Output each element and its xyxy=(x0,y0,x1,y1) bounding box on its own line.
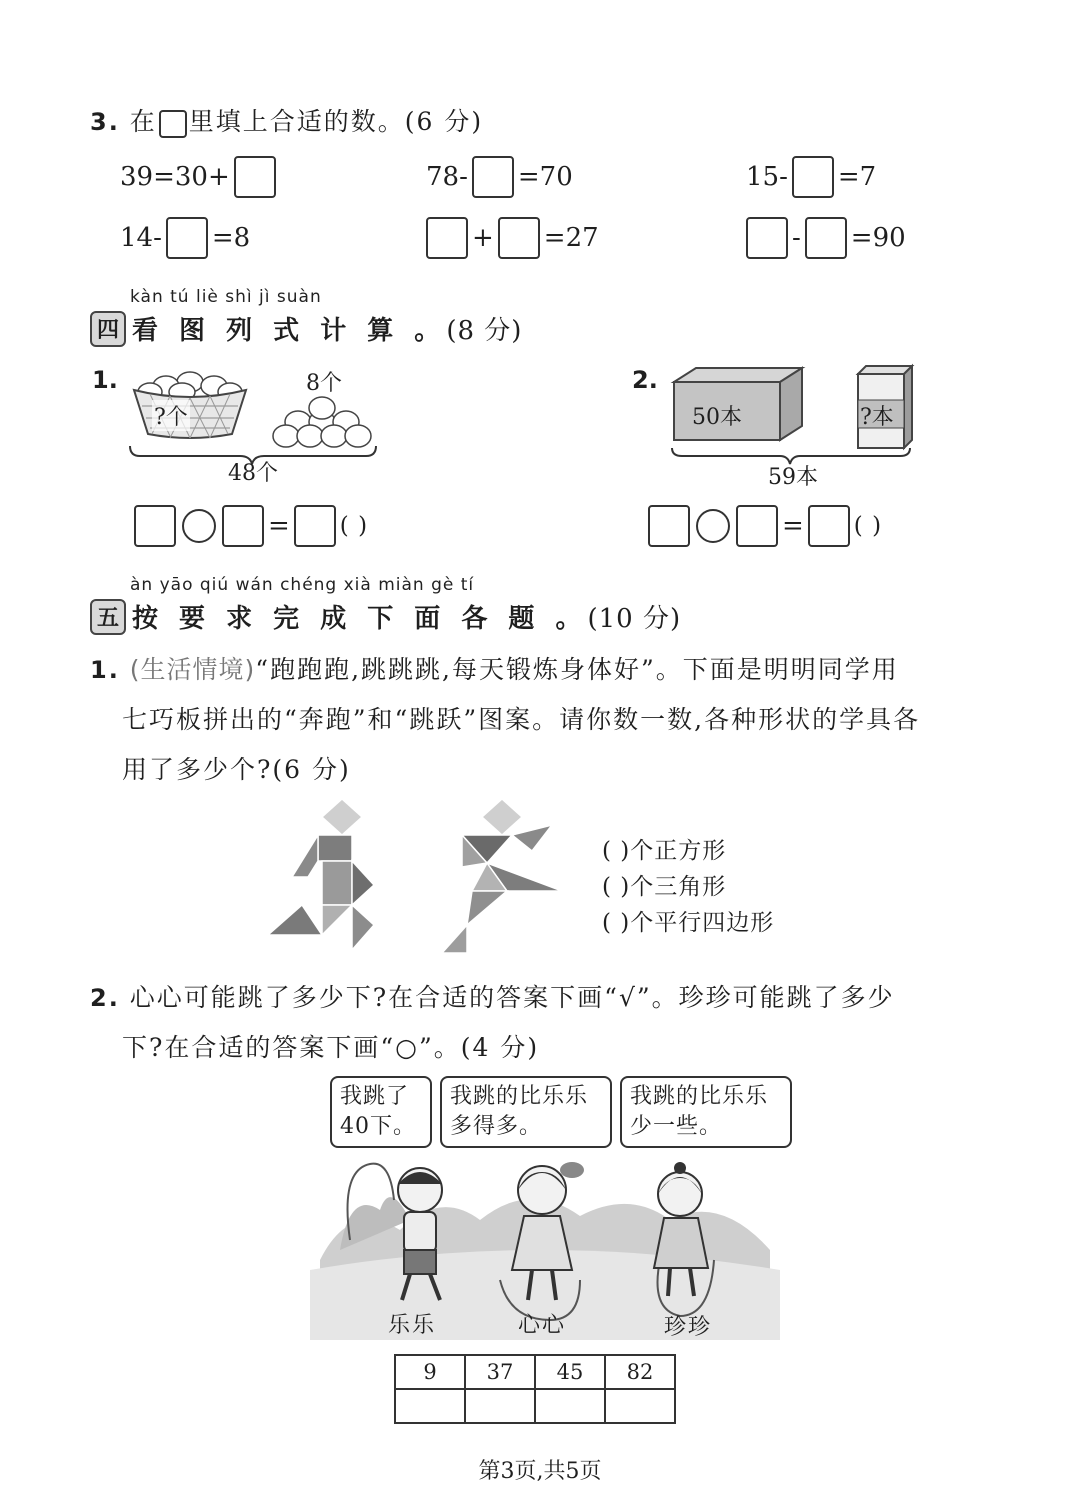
basket-label: ?个 xyxy=(152,400,190,431)
answer-box[interactable] xyxy=(294,505,336,547)
operator-circle[interactable] xyxy=(182,509,216,543)
q3-prompt-before: 在 xyxy=(129,107,157,136)
p1-total-label: 48个 xyxy=(228,461,278,486)
eq-text: =7 xyxy=(837,162,877,192)
s5-q1-line1 xyxy=(90,650,899,686)
square-count-answer[interactable]: ( )个正方形 xyxy=(602,838,727,864)
s5-q2-number: 2. xyxy=(90,984,120,1012)
context-tag: (生活情境) xyxy=(129,655,256,684)
table-cell-value: 9 xyxy=(395,1355,465,1389)
jumping-figure-icon xyxy=(442,799,562,953)
section5-pinyin: àn yāo qiú wán chéng xià miàn gè tí xyxy=(130,575,475,595)
eq-text: =70 xyxy=(517,162,573,192)
pile-label: 8个 xyxy=(306,371,342,396)
s4-p1-number: 1. xyxy=(92,366,118,394)
q3-eq-2 xyxy=(426,156,573,198)
section4-badge: 四 xyxy=(90,311,126,347)
name-xinxin: 心心 xyxy=(518,1313,567,1338)
q1-text: “跑跑跑,跳跳跳,每天锻炼身体好”。下面是明明同学用 xyxy=(255,655,899,684)
blank-box-sample xyxy=(159,110,187,138)
section4-title: 看 图 列 式 计 算 。 xyxy=(132,316,447,346)
answer-box[interactable] xyxy=(222,505,264,547)
eq-text: 15- xyxy=(746,162,788,192)
q3-eq-4 xyxy=(120,217,250,259)
section4-pinyin: kàn tú liè shì jì suàn xyxy=(130,287,322,307)
table-cell-value: 37 xyxy=(465,1355,535,1389)
eq-text: + xyxy=(472,223,494,253)
name-lele: 乐乐 xyxy=(388,1313,437,1338)
speech-bubble-xinxin: 我跳的比乐乐 多得多。 xyxy=(440,1076,612,1148)
table-cell-value: 82 xyxy=(605,1355,675,1389)
big-stack-label: 50本 xyxy=(692,405,742,430)
eq-text: 14- xyxy=(120,223,162,253)
table-cell-mark[interactable] xyxy=(535,1389,605,1423)
eq-text: 39=30+ xyxy=(120,162,230,192)
parallelogram-count-answer[interactable]: ( )个平行四边形 xyxy=(602,910,775,936)
operator-circle[interactable] xyxy=(696,509,730,543)
tangram-figures xyxy=(262,795,582,960)
peach-pile-icon xyxy=(273,397,371,447)
basket-icon xyxy=(134,372,246,438)
s5-q1-number: 1. xyxy=(90,656,120,684)
answer-box[interactable] xyxy=(234,156,276,198)
running-figure-icon xyxy=(268,799,374,950)
eq-text: =27 xyxy=(543,223,599,253)
eq-text: =8 xyxy=(211,223,251,253)
q3-eq-1 xyxy=(120,156,276,198)
answer-box[interactable] xyxy=(166,217,208,259)
s5-q1-line2: 七巧板拼出的“奔跑”和“跳跃”图案。请你数一数,各种形状的学具各 xyxy=(122,705,921,734)
q2-text: 心心可能跳了多少下?在合适的答案下画“√”。珍珍可能跳了多少 xyxy=(129,983,895,1012)
section5-title: 按 要 求 完 成 下 面 各 题 。 xyxy=(132,604,588,634)
page-footer: 第3页,共5页 xyxy=(478,1459,602,1484)
small-stack-label: ?本 xyxy=(860,405,894,430)
table-cell-mark[interactable] xyxy=(395,1389,465,1423)
s5-q2-line1 xyxy=(90,978,895,1014)
p2-total-label: 59本 xyxy=(768,465,818,490)
answer-box[interactable] xyxy=(805,217,847,259)
q3-prompt xyxy=(90,102,483,138)
answer-box[interactable] xyxy=(648,505,690,547)
q3-eq-5 xyxy=(426,217,599,259)
answer-box[interactable] xyxy=(426,217,468,259)
table-cell-value: 45 xyxy=(535,1355,605,1389)
answer-box[interactable] xyxy=(134,505,176,547)
unit-paren[interactable]: ( ) xyxy=(853,513,883,539)
section5-badge: 五 xyxy=(90,599,126,635)
q3-number: 3. xyxy=(90,108,120,136)
answer-table xyxy=(394,1354,676,1424)
s4-p2-number: 2. xyxy=(632,366,658,394)
answer-box[interactable] xyxy=(472,156,514,198)
unit-paren[interactable]: ( ) xyxy=(339,513,369,539)
table-cell-mark[interactable] xyxy=(605,1389,675,1423)
section5-points: (10 分) xyxy=(587,604,682,634)
eq-text: 78- xyxy=(426,162,468,192)
answer-box[interactable] xyxy=(746,217,788,259)
q3-prompt-after: 里填上合适的数。(6 分) xyxy=(188,107,484,136)
answer-box[interactable] xyxy=(792,156,834,198)
table-cell-mark[interactable] xyxy=(465,1389,535,1423)
section4-heading xyxy=(90,310,522,347)
s5-q1-line3: 用了多少个?(6 分) xyxy=(122,755,351,784)
section5-heading xyxy=(90,598,681,635)
s4-p1-answer-row: = ( ) xyxy=(134,505,368,547)
speech-bubble-lele: 我跳了 40下。 xyxy=(330,1076,432,1148)
answer-box[interactable] xyxy=(736,505,778,547)
s4-p2-answer-row: = ( ) xyxy=(648,505,882,547)
eq-text: =90 xyxy=(850,223,906,253)
q3-eq-6 xyxy=(746,217,906,259)
q3-eq-3 xyxy=(746,156,876,198)
name-zhenzhen: 珍珍 xyxy=(664,1315,713,1340)
table-row xyxy=(395,1389,675,1423)
eq-text: - xyxy=(792,223,801,253)
s5-q2-line2: 下?在合适的答案下画“○”。(4 分) xyxy=(122,1033,540,1062)
answer-box[interactable] xyxy=(808,505,850,547)
section4-points: (8 分) xyxy=(446,316,523,346)
answer-box[interactable] xyxy=(498,217,540,259)
triangle-count-answer[interactable]: ( )个三角形 xyxy=(602,874,727,900)
table-row xyxy=(395,1355,675,1389)
speech-bubble-zhenzhen: 我跳的比乐乐 少一些。 xyxy=(620,1076,792,1148)
